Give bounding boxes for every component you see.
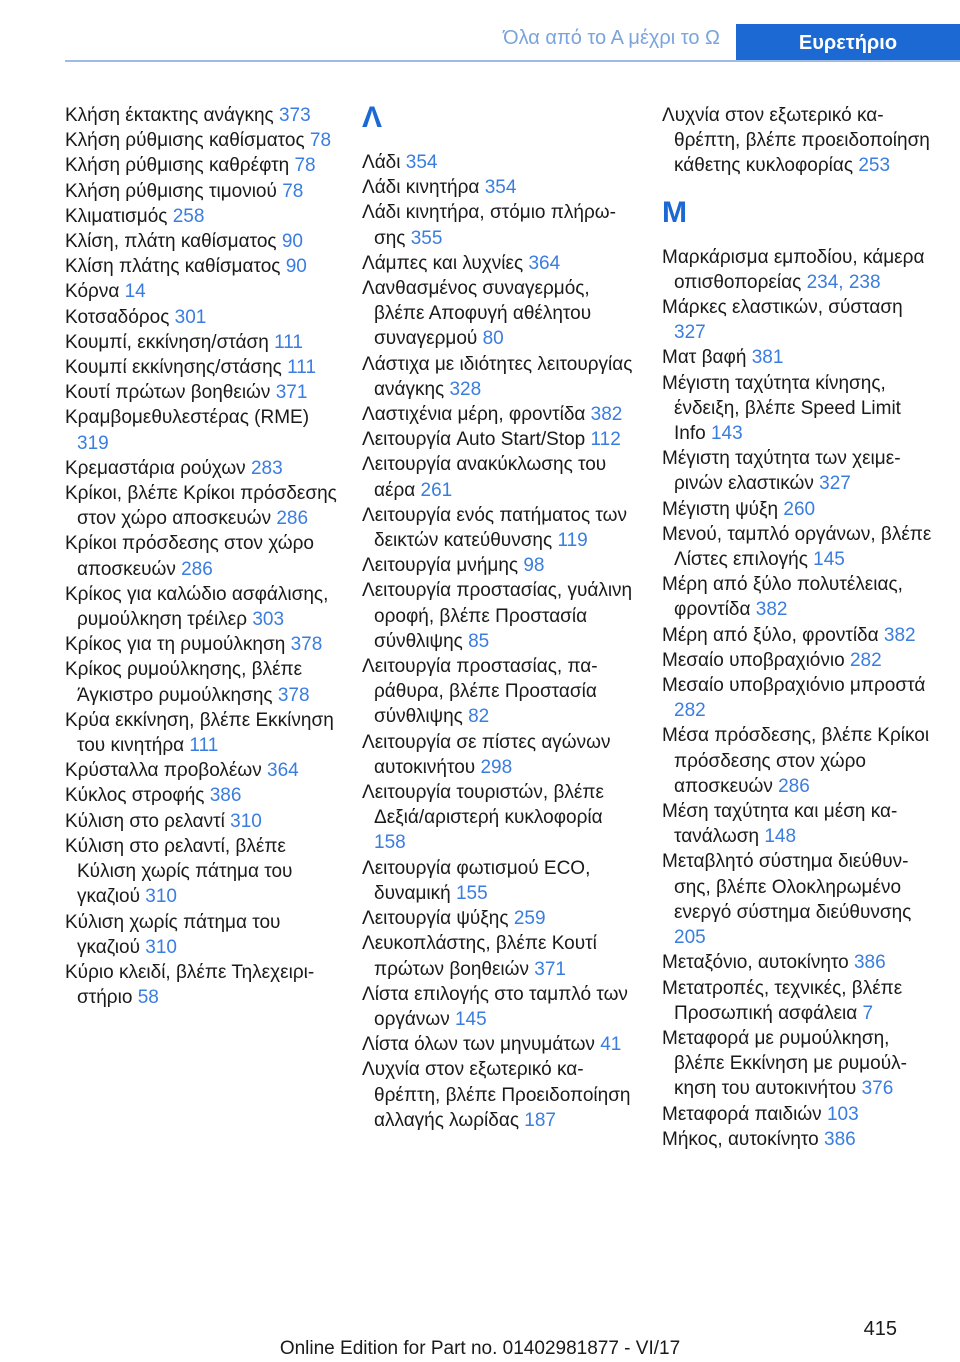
index-page-link[interactable]: 310 bbox=[230, 810, 262, 832]
index-entry-term: Λαστιχένια μέρη, φροντίδα bbox=[362, 404, 586, 426]
index-page-link[interactable]: 98 bbox=[523, 555, 545, 577]
header-rule bbox=[65, 60, 960, 62]
index-entry-term: Λυχνία στον εξωτερικό καθρέπτη, βλέπε προειδοποίηση κάθετης κυκλοφορίας bbox=[662, 105, 930, 177]
index-entry-term: Λειτουργία φωτισμού ECO, δυναμική bbox=[362, 857, 591, 904]
index-entry-term: Λίστα όλων των μηνυμάτων bbox=[362, 1034, 595, 1056]
index-page-link[interactable]: 298 bbox=[480, 756, 513, 778]
index-entry bbox=[662, 1127, 934, 1152]
index-page-link[interactable]: 148 bbox=[764, 826, 797, 848]
index-entry-term: Κύλιση στο ρελαντί bbox=[65, 810, 225, 832]
index-entry-term: Λειτουργία μνήμης bbox=[362, 555, 519, 577]
index-entry-term: Κλήση ρύθμισης καθίσματος bbox=[65, 130, 305, 152]
index-page-link[interactable]: 355 bbox=[410, 227, 443, 249]
index-entry bbox=[662, 799, 934, 849]
index-entry bbox=[65, 960, 337, 1010]
index-page-link[interactable]: 282 bbox=[674, 700, 706, 722]
index-entry bbox=[65, 229, 337, 254]
index-entry bbox=[362, 452, 634, 502]
index-page-link[interactable]: 260 bbox=[783, 498, 816, 520]
index-entry-term: Λάδι κινητήρα bbox=[362, 177, 480, 199]
index-entry-term: Κρεμαστάρια ρούχων bbox=[65, 457, 246, 479]
index-letter-heading: Μ bbox=[662, 195, 687, 229]
index-entry-term: Μεταξόνιο, αυτοκίνητο bbox=[662, 952, 849, 974]
index-entry bbox=[65, 279, 337, 304]
index-entry bbox=[65, 254, 337, 279]
index-entry-term: Κρίκος ρυμούλκησης, βλέπε Άγκιστρο ρυμούλκησης bbox=[65, 659, 303, 706]
index-entry-term: Κλιματισμός bbox=[65, 205, 168, 227]
index-entry-term: Λειτουργία ψύξης bbox=[362, 908, 509, 930]
index-page-link[interactable]: 158 bbox=[374, 832, 406, 854]
index-entry bbox=[362, 276, 634, 352]
index-entry-term: Κρίκος για τη ρυμούλκηση bbox=[65, 634, 286, 656]
index-page-link[interactable]: 354 bbox=[484, 177, 517, 199]
index-page-link[interactable]: 103 bbox=[826, 1103, 859, 1125]
page-number: 415 bbox=[863, 1318, 897, 1340]
index-page-link[interactable]: 78 bbox=[309, 130, 332, 152]
index-entry bbox=[662, 245, 934, 295]
index-entry bbox=[662, 1102, 934, 1127]
index-entry bbox=[362, 982, 634, 1032]
index-entry bbox=[65, 380, 337, 405]
index-entry bbox=[65, 708, 337, 758]
index-page-link[interactable]: 382 bbox=[883, 624, 916, 646]
index-page-link[interactable]: 112 bbox=[590, 429, 621, 451]
index-letter-heading: Λ bbox=[362, 101, 383, 134]
index-page-link[interactable]: 205 bbox=[674, 927, 706, 949]
index-page-link[interactable]: 382 bbox=[755, 599, 788, 621]
index-page-link[interactable]: 386 bbox=[209, 785, 242, 807]
index-page-link[interactable]: 354 bbox=[405, 152, 438, 173]
index-entry-term: Κρίκος για καλώδιο ασφάλισης, ρυμούλκηση τρέιλερ bbox=[65, 583, 329, 631]
index-column-1 bbox=[65, 103, 337, 1010]
index-entry-term: Κλίση πλάτης καθίσματος bbox=[65, 256, 281, 278]
index-entry bbox=[362, 730, 634, 780]
index-entry bbox=[662, 623, 934, 648]
index-entry-term: Κόρνα bbox=[65, 281, 120, 303]
index-entry bbox=[662, 103, 934, 179]
index-entry-term: Λειτουργία προστασίας, γυάλινη οροφή, βλέπε Προστασία σύνθλιψης bbox=[362, 580, 633, 652]
index-page-link[interactable]: 286 bbox=[276, 508, 309, 530]
index-entry bbox=[362, 175, 634, 200]
index-page-link[interactable]: 301 bbox=[174, 306, 207, 328]
index-entry bbox=[65, 456, 337, 481]
index-page-link[interactable]: 376 bbox=[861, 1078, 894, 1100]
index-entry-term: Μέγιστη ταχύτητα κίνησης, ένδειξη, βλέπε Speed Limit Info bbox=[662, 372, 901, 445]
index-page-link[interactable]: 119 bbox=[557, 530, 588, 552]
index-entry-term: Λειτουργία ανακύκλωσης του αέρα bbox=[362, 454, 607, 501]
index-entry bbox=[65, 910, 337, 960]
index-entry-term: Κουμπί, εκκίνηση/στάση bbox=[65, 331, 269, 353]
index-entry bbox=[662, 673, 934, 723]
index-page-link[interactable]: 282 bbox=[849, 649, 882, 671]
index-page-link[interactable]: 286 bbox=[181, 558, 213, 580]
index-entry-term: Μέσα πρόσδεσης, βλέπε Κρίκοι πρόσδεσης στον χώρο αποσκευών bbox=[662, 725, 930, 797]
index-entry-term: Κύριο κλειδί, βλέπε Τηλεχειριστήριο bbox=[65, 961, 315, 1009]
index-entry bbox=[362, 200, 634, 250]
index-entry-term: Μαρκάρισμα εμποδίου, κάμερα οπισθοπορείας bbox=[662, 246, 925, 293]
index-entry bbox=[362, 931, 634, 981]
index-entry bbox=[65, 582, 337, 632]
index-page-link[interactable]: 111 bbox=[274, 331, 303, 353]
footer-edition: Online Edition for Part no. 01402981877 - VI/17 bbox=[279, 1338, 681, 1359]
index-entry-term: Λειτουργία τουριστών, βλέπε Δεξιά/αριστερή κυκλοφορία bbox=[362, 782, 604, 829]
index-entry-term: Μέρη από ξύλο, φροντίδα bbox=[662, 624, 879, 646]
index-entry-term: Ματ βαφή bbox=[662, 347, 747, 369]
index-entry bbox=[362, 856, 634, 906]
index-entry bbox=[662, 976, 934, 1026]
index-entry-term: Κλήση έκτακτης ανάγκης bbox=[65, 105, 274, 126]
index-entry bbox=[65, 330, 337, 355]
index-entry-term: Μεσαίο υποβραχιόνιο μπροστά bbox=[662, 675, 926, 697]
index-entry bbox=[65, 783, 337, 808]
index-page-link[interactable]: 78 bbox=[294, 155, 316, 177]
index-entry bbox=[65, 834, 337, 910]
index-entry-term: Κρύα εκκίνηση, βλέπε Εκκίνηση του κινητήρα bbox=[65, 709, 334, 757]
index-entry bbox=[662, 345, 934, 370]
index-entry bbox=[662, 723, 934, 799]
index-page-link[interactable]: 58 bbox=[137, 987, 159, 1009]
index-page-link[interactable]: 328 bbox=[449, 378, 482, 400]
index-entry-term: Μέρη από ξύλο πολυτέλειας, φροντίδα bbox=[662, 574, 903, 621]
index-entry bbox=[362, 553, 634, 578]
index-page-link[interactable]: 85 bbox=[468, 630, 490, 652]
index-entry bbox=[362, 150, 634, 175]
index-page-link[interactable]: 14 bbox=[124, 281, 146, 303]
index-page-link[interactable]: 41 bbox=[600, 1034, 622, 1056]
index-entry-term: Λειτουργία ενός πατήματος των δεικτών κατεύθυνσης bbox=[362, 504, 627, 552]
index-entry bbox=[65, 204, 337, 229]
header-index-tab[interactable]: Ευρετήριο bbox=[736, 24, 960, 62]
index-page-link[interactable]: 386 bbox=[853, 952, 886, 974]
index-entry-term: Κλίση, πλάτη καθίσματος bbox=[65, 231, 277, 253]
index-column-3 bbox=[662, 103, 934, 1152]
index-page-link[interactable]: 78 bbox=[282, 180, 304, 202]
index-entry bbox=[662, 522, 934, 572]
index-page-link[interactable]: 261 bbox=[420, 479, 453, 501]
index-entry bbox=[662, 950, 934, 975]
index-entry bbox=[662, 648, 934, 673]
index-entry-term: Κουμπί εκκίνησης/​στάσης bbox=[65, 357, 282, 379]
index-entry bbox=[362, 780, 634, 856]
index-page-link[interactable]: 82 bbox=[468, 706, 490, 728]
index-entry bbox=[65, 758, 337, 783]
index-entry-term: Μέγιστη ταχύτητα των χειμερινών ελαστικών bbox=[662, 448, 901, 495]
index-entry bbox=[662, 295, 934, 345]
index-page-link[interactable]: 187 bbox=[524, 1109, 556, 1131]
index-entry bbox=[65, 128, 337, 153]
index-page-link[interactable]: 7 bbox=[862, 1002, 874, 1024]
index-entry bbox=[362, 352, 634, 402]
index-page-link[interactable]: 364 bbox=[528, 252, 561, 274]
index-entry-term: Κουτί πρώτων βοηθειών bbox=[65, 382, 271, 404]
index-entry bbox=[65, 405, 337, 455]
index-page-link[interactable]: 145 bbox=[454, 1008, 487, 1030]
index-page-link[interactable]: 253 bbox=[858, 155, 891, 177]
index-entry bbox=[362, 1032, 634, 1057]
index-entry-term: Λειτουργία σε πίστες αγώνων αυτοκινήτου bbox=[362, 731, 611, 778]
index-entry bbox=[362, 1057, 634, 1133]
index-entry-term: Λανθασμένος συναγερμός, βλέπε Αποφυγή αθέλητου συναγερμού bbox=[362, 278, 592, 350]
index-entry-term: Κρίκοι, βλέπε Κρίκοι πρόσδεσης στον χώρο αποσκευών bbox=[65, 483, 337, 530]
index-entry bbox=[65, 531, 337, 581]
index-entry bbox=[65, 355, 337, 380]
index-entry bbox=[362, 578, 634, 654]
index-entry-term: Κρύσταλλα προβολέων bbox=[65, 760, 262, 782]
index-page-link[interactable]: 310 bbox=[145, 936, 177, 958]
index-entry-term: Κλήση ρύθμισης τιμονιού bbox=[65, 180, 277, 202]
index-entry bbox=[662, 849, 934, 950]
index-entry-term: Κοτσαδόρος bbox=[65, 306, 170, 328]
index-entry bbox=[362, 654, 634, 730]
index-entry-term: Λυχνία στον εξωτερικό καθρέπτη, βλέπε Προειδοποίηση αλλαγής λωρίδας bbox=[362, 1059, 631, 1131]
index-entry-term: Μήκος, αυτοκίνητο bbox=[662, 1128, 819, 1150]
index-page-link[interactable]: 303 bbox=[252, 609, 285, 631]
index-page-link[interactable]: 327 bbox=[819, 473, 851, 495]
index-page-link[interactable]: 111 bbox=[189, 735, 219, 757]
index-page-link[interactable]: 111 bbox=[287, 357, 317, 379]
index-page-link[interactable]: 90 bbox=[285, 256, 307, 278]
index-entry bbox=[65, 809, 337, 834]
index-page-link[interactable]: 382 bbox=[590, 404, 623, 426]
index-page-link[interactable]: 371 bbox=[275, 382, 308, 404]
index-entry-term: Κρίκοι πρόσδεσης στον χώρο αποσκευών bbox=[65, 533, 315, 580]
index-entry-term: Μεταφορά με ρυμούλκηση, βλέπε Εκκίνηση με ρυμούλκηση του αυτοκινήτου bbox=[662, 1027, 907, 1100]
index-page-link[interactable]: 90 bbox=[281, 231, 303, 253]
index-entry-term: Κραμβομεθυλεστέρας (RME) bbox=[65, 407, 310, 429]
index-page-link[interactable]: 155 bbox=[455, 882, 488, 904]
index-entry bbox=[65, 153, 337, 178]
index-page-link[interactable]: 286 bbox=[778, 775, 810, 797]
index-page-link[interactable]: 378 bbox=[290, 634, 323, 656]
index-entry-term: Λειτουργία Auto Start/​Stop bbox=[362, 429, 586, 451]
index-page-link[interactable]: 371 bbox=[534, 958, 566, 980]
index-entry-term: Μέγιστη ψύξη bbox=[662, 498, 779, 520]
index-page-link[interactable]: 283 bbox=[250, 457, 283, 479]
index-entry-term: Μετατροπές, τεχνικές, βλέπε Προσωπική ασφάλεια bbox=[662, 977, 903, 1024]
index-entry bbox=[362, 906, 634, 931]
index-entry-term: Κλήση ρύθμισης καθρέφτη bbox=[65, 155, 290, 177]
index-page-link[interactable]: 258 bbox=[172, 205, 205, 227]
index-entry bbox=[662, 371, 934, 447]
index-entry-term: Μεταβλητό σύστημα διεύθυνσης, βλέπε Ολοκληρωμένο ενεργό σύστημα διεύθυνσης bbox=[662, 851, 912, 923]
index-entry-term: Κύλιση στο ρελαντί, βλέπε Κύλιση χωρίς πάτημα του γκαζιού bbox=[65, 835, 293, 908]
index-page-link[interactable]: 145 bbox=[813, 549, 845, 571]
index-page-link[interactable]: 259 bbox=[513, 908, 546, 930]
index-entry-term: Μεταφορά παιδιών bbox=[662, 1103, 822, 1125]
index-entry bbox=[662, 1026, 934, 1102]
index-entry bbox=[362, 427, 634, 452]
index-entry bbox=[65, 481, 337, 531]
index-entry-term: Μάρκες ελαστικών, σύσταση bbox=[662, 297, 903, 319]
index-entry bbox=[65, 179, 337, 204]
index-entry-term: Μέση ταχύτητα και μέση κατανάλωση bbox=[662, 801, 898, 848]
index-entry bbox=[662, 497, 934, 522]
index-page-link[interactable]: 310 bbox=[145, 886, 177, 908]
index-entry bbox=[362, 503, 634, 553]
index-page-link[interactable]: 386 bbox=[824, 1128, 856, 1150]
index-entry-term: Μενού, ταμπλό οργάνων, βλέπε Λίστες επιλογής bbox=[662, 523, 932, 571]
index-page-link[interactable]: 143 bbox=[710, 423, 743, 445]
index-entry-term: Λάστιχα με ιδιότητες λειτουργίας ανάγκης bbox=[362, 353, 633, 400]
page-header bbox=[65, 24, 960, 62]
index-page-link[interactable]: 234, 238 bbox=[806, 271, 881, 293]
index-entry bbox=[362, 251, 634, 276]
index-entry-term: Λίστα επιλογής στο ταμπλό των οργάνων bbox=[362, 983, 628, 1030]
index-entry bbox=[662, 446, 934, 496]
index-entry bbox=[65, 632, 337, 657]
index-entry-term: Λευκοπλάστης, βλέπε Κουτί πρώτων βοηθειών bbox=[362, 933, 597, 980]
index-page-link[interactable]: 378 bbox=[277, 684, 310, 706]
index-entry bbox=[65, 657, 337, 707]
index-entry bbox=[362, 402, 634, 427]
index-page-link[interactable]: 373 bbox=[278, 105, 311, 126]
index-entry bbox=[662, 572, 934, 622]
index-page-link[interactable]: 80 bbox=[482, 328, 504, 350]
index-entry bbox=[65, 305, 337, 330]
index-page-link[interactable]: 364 bbox=[267, 760, 299, 782]
index-entry-term: Λάδι κινητήρα, στόμιο πλήρωσης bbox=[362, 202, 616, 249]
index-entry bbox=[65, 103, 337, 128]
index-column-2 bbox=[362, 103, 634, 1133]
index-entry-term: Μεσαίο υποβραχιόνιο bbox=[662, 649, 845, 671]
index-entry-term: Λάδι bbox=[362, 152, 401, 173]
index-entry-term: Κύλιση χωρίς πάτημα του γκαζιού bbox=[65, 911, 281, 958]
index-entry-term: Κύκλος στροφής bbox=[65, 785, 205, 807]
index-page-link[interactable]: 319 bbox=[77, 432, 109, 454]
index-page-link[interactable]: 327 bbox=[674, 322, 706, 344]
index-entry-term: Λάμπες και λυχνίες bbox=[362, 252, 524, 274]
index-page-link[interactable]: 381 bbox=[751, 347, 784, 369]
header-breadcrumb[interactable]: Όλα από το Α μέχρι το Ω bbox=[503, 27, 720, 49]
index-entry-term: Λειτουργία προστασίας, παράθυρα, βλέπε Προστασία σύνθλιψης bbox=[362, 656, 598, 728]
